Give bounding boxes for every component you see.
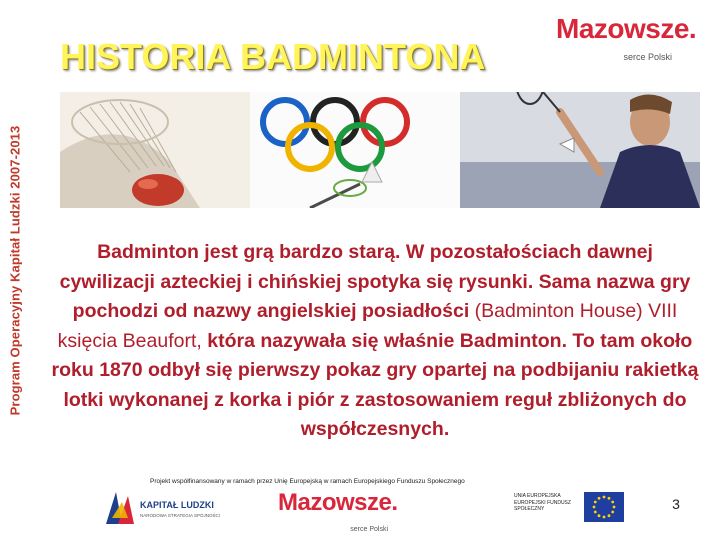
mazowsze-wordmark-bottom: Mazowsze. [278,489,398,516]
sidebar-band [0,0,30,540]
slide-body-text [50,238,700,445]
body-text-segment: która nazywała się właśnie Badminton. To tam około roku 1870 odbył się pierwszy pokaz gry opartej na podbijaniu rakietką lotki wykonanej z korka i piór z zastosowaniem reguł zbliżonych do współczesnych. [51,329,699,440]
shuttlecock-photo [60,92,260,208]
mazowsze-tagline: serce Polski [623,52,672,62]
body-text-segment: Badminton jest grą bardzo starą. W pozostałościach dawnej cywilizacji azteckiej i chińskiej spotyka się rysunki. Sama nazwa gry pochodzi od nazwy angielskiej posiadłości [59,241,691,322]
mazowsze-logo-top [556,14,696,66]
mazowsze-wordmark: Mazowsze. [556,13,697,44]
body-text-segment: (Badminton House) VIII księcia Beaufort, [57,300,678,352]
page-number: 3 [672,496,680,512]
footer-cofinancing-note: Projekt współfinansowany w ramach przez Unię Europejską w ramach Europejskiego Funduszu Społecznego [150,478,465,485]
mazowsze-logo-bottom [278,490,408,534]
eu-flag-icon [584,492,624,522]
program-text: Program Operacyjny Kapitał Ludzki 2007-2013 [7,125,23,415]
kapital-ludzki-emblem-icon [102,488,138,528]
eu-logo [508,490,626,524]
eu-logo-text: UNIA EUROPEJSKA EUROPEJSKI FUNDUSZ SPOŁECZNY [514,493,571,512]
kapital-ludzki-logo [100,486,230,530]
mazowsze-tagline-bottom: serce Polski [350,526,388,533]
kapital-ludzki-wordmark: KAPITAŁ LUDZKI [140,500,214,510]
badminton-player-photo [460,92,700,208]
kapital-ludzki-tagline: NARODOWA STRATEGIA SPÓJNOŚCI [140,513,221,518]
olympic-rings-photo [250,92,460,208]
slide-title: HISTORIA BADMINTONA [60,36,486,77]
badminton-photo-strip [60,92,700,208]
